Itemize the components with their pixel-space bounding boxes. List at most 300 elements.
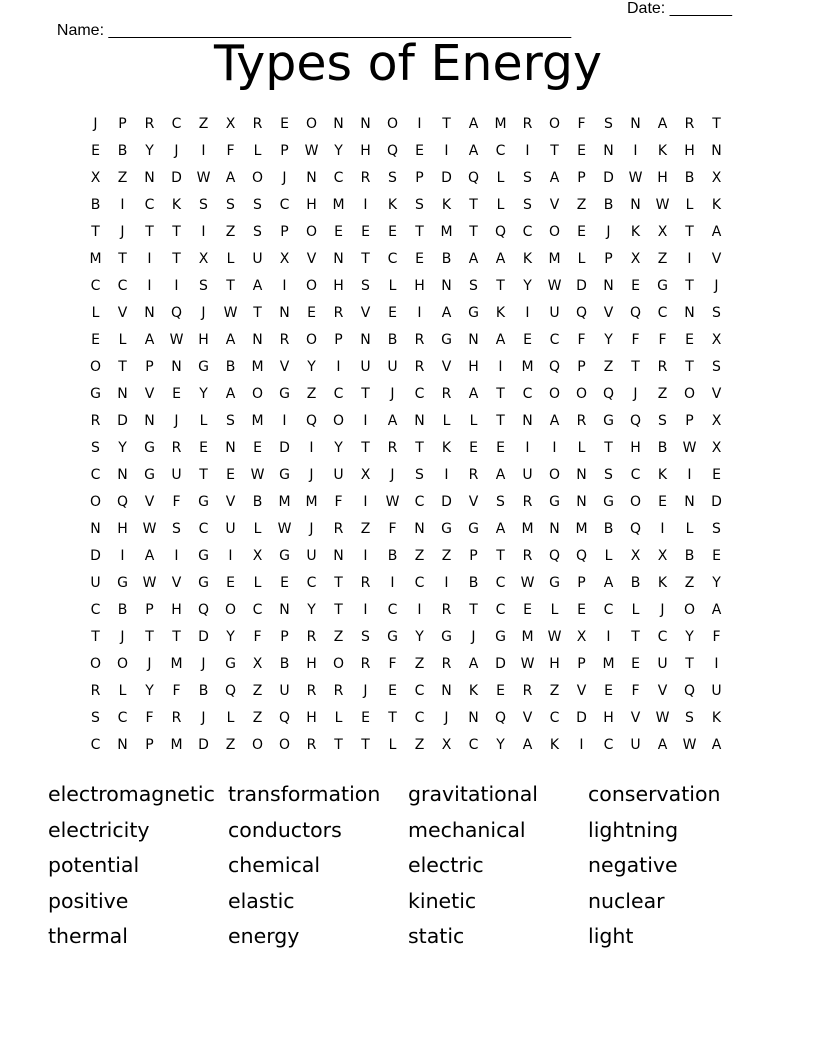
grid-letter[interactable]: O [683, 386, 696, 402]
grid-letter[interactable]: V [576, 683, 587, 699]
grid-letter[interactable]: L [469, 413, 478, 429]
grid-letter[interactable]: O [548, 224, 561, 240]
grid-letter[interactable]: E [577, 602, 586, 618]
grid-letter[interactable]: U [549, 305, 560, 321]
grid-letter[interactable]: I [201, 143, 206, 159]
grid-letter[interactable]: T [145, 629, 154, 645]
grid-letter[interactable]: F [631, 332, 640, 348]
grid-letter[interactable]: F [253, 629, 262, 645]
grid-letter[interactable]: H [603, 710, 614, 726]
grid-letter[interactable]: V [225, 494, 236, 510]
grid-letter[interactable]: T [604, 440, 613, 456]
grid-letter[interactable]: H [171, 602, 182, 618]
grid-letter[interactable]: O [575, 386, 588, 402]
grid-letter[interactable]: B [225, 359, 236, 375]
grid-letter[interactable]: I [147, 278, 152, 294]
grid-letter[interactable]: I [714, 656, 719, 672]
grid-letter[interactable]: R [252, 116, 263, 132]
grid-letter[interactable]: I [336, 359, 341, 375]
grid-letter[interactable]: T [334, 575, 343, 591]
grid-letter[interactable]: P [145, 737, 154, 753]
grid-letter[interactable]: I [201, 224, 206, 240]
grid-letter[interactable]: S [469, 278, 478, 294]
grid-letter[interactable]: G [549, 575, 560, 591]
grid-letter[interactable]: B [603, 521, 614, 537]
grid-letter[interactable]: X [711, 440, 722, 456]
grid-letter[interactable]: Z [657, 251, 668, 267]
grid-letter[interactable]: E [307, 305, 316, 321]
grid-letter[interactable]: R [684, 116, 695, 132]
grid-letter[interactable]: C [144, 197, 155, 213]
grid-letter[interactable]: Q [548, 359, 561, 375]
grid-letter[interactable]: U [387, 359, 398, 375]
grid-letter[interactable]: F [631, 683, 640, 699]
grid-letter[interactable]: J [444, 710, 449, 726]
grid-letter[interactable]: G [144, 467, 155, 483]
grid-letter[interactable]: N [630, 197, 641, 213]
grid-letter[interactable]: Z [360, 521, 371, 537]
grid-letter[interactable]: Y [334, 440, 343, 456]
grid-letter[interactable]: B [441, 251, 452, 267]
grid-letter[interactable]: K [441, 197, 452, 213]
grid-letter[interactable]: I [363, 197, 368, 213]
grid-letter[interactable]: T [631, 629, 640, 645]
grid-letter[interactable]: J [633, 386, 638, 402]
grid-letter[interactable]: N [603, 278, 614, 294]
grid-letter[interactable]: B [117, 602, 128, 618]
grid-letter[interactable]: G [225, 656, 236, 672]
grid-letter[interactable]: A [441, 305, 452, 321]
grid-letter[interactable]: E [577, 224, 586, 240]
grid-letter[interactable]: K [711, 710, 722, 726]
grid-letter[interactable]: G [198, 494, 209, 510]
grid-letter[interactable]: W [196, 170, 211, 186]
grid-letter[interactable]: V [549, 197, 560, 213]
grid-letter[interactable]: O [278, 737, 291, 753]
grid-letter[interactable]: O [89, 656, 102, 672]
grid-letter[interactable]: W [520, 656, 535, 672]
grid-letter[interactable]: A [468, 386, 479, 402]
grid-letter[interactable]: N [603, 143, 614, 159]
grid-letter[interactable]: D [576, 278, 587, 294]
grid-letter[interactable]: E [199, 440, 208, 456]
grid-letter[interactable]: A [144, 548, 155, 564]
grid-letter[interactable]: O [251, 170, 264, 186]
grid-letter[interactable]: O [629, 494, 642, 510]
grid-letter[interactable]: V [171, 575, 182, 591]
grid-letter[interactable]: T [361, 251, 370, 267]
grid-letter[interactable]: G [279, 386, 290, 402]
grid-letter[interactable]: C [333, 170, 344, 186]
grid-letter[interactable]: P [415, 170, 424, 186]
grid-letter[interactable]: E [280, 116, 289, 132]
grid-letter[interactable]: S [712, 359, 721, 375]
grid-letter[interactable]: R [522, 494, 533, 510]
grid-letter[interactable]: L [253, 575, 262, 591]
grid-letter[interactable]: J [309, 521, 314, 537]
grid-letter[interactable]: S [685, 710, 694, 726]
grid-letter[interactable]: N [414, 521, 425, 537]
grid-letter[interactable]: N [117, 467, 128, 483]
grid-letter[interactable]: R [333, 521, 344, 537]
grid-letter[interactable]: X [630, 251, 641, 267]
grid-letter[interactable]: C [90, 737, 101, 753]
grid-letter[interactable]: Z [684, 575, 695, 591]
grid-letter[interactable]: S [361, 278, 370, 294]
grid-letter[interactable]: C [387, 251, 398, 267]
grid-letter[interactable]: Q [494, 224, 507, 240]
grid-letter[interactable]: G [279, 548, 290, 564]
grid-letter[interactable]: O [332, 413, 345, 429]
grid-letter[interactable]: R [522, 116, 533, 132]
grid-letter[interactable]: T [388, 710, 397, 726]
grid-letter[interactable]: N [414, 413, 425, 429]
grid-letter[interactable]: I [147, 251, 152, 267]
grid-letter[interactable]: C [90, 467, 101, 483]
grid-letter[interactable]: X [657, 548, 668, 564]
grid-letter[interactable]: N [90, 521, 101, 537]
grid-letter[interactable]: R [171, 710, 182, 726]
grid-letter[interactable]: N [630, 116, 641, 132]
grid-letter[interactable]: E [226, 467, 235, 483]
grid-letter[interactable]: S [226, 413, 235, 429]
grid-letter[interactable]: A [711, 224, 722, 240]
grid-letter[interactable]: P [577, 656, 586, 672]
grid-letter[interactable]: Z [225, 737, 236, 753]
grid-letter[interactable]: N [549, 521, 560, 537]
grid-letter[interactable]: S [226, 197, 235, 213]
grid-letter[interactable]: T [496, 386, 505, 402]
grid-letter[interactable]: A [144, 332, 155, 348]
grid-letter[interactable]: N [333, 251, 344, 267]
grid-letter[interactable]: Z [198, 116, 209, 132]
grid-letter[interactable]: I [363, 494, 368, 510]
grid-letter[interactable]: Y [226, 629, 235, 645]
grid-letter[interactable]: F [226, 143, 235, 159]
grid-letter[interactable]: L [496, 197, 505, 213]
grid-letter[interactable]: J [282, 170, 287, 186]
grid-letter[interactable]: E [577, 143, 586, 159]
grid-letter[interactable]: G [603, 413, 614, 429]
grid-letter[interactable]: P [469, 548, 478, 564]
grid-letter[interactable]: S [361, 629, 370, 645]
grid-letter[interactable]: K [387, 197, 398, 213]
grid-letter[interactable]: J [174, 413, 179, 429]
grid-letter[interactable]: D [711, 494, 722, 510]
grid-letter[interactable]: T [469, 224, 478, 240]
grid-letter[interactable]: U [225, 521, 236, 537]
grid-letter[interactable]: B [279, 656, 290, 672]
grid-letter[interactable]: Y [712, 575, 721, 591]
grid-letter[interactable]: P [334, 332, 343, 348]
grid-letter[interactable]: N [117, 386, 128, 402]
grid-letter[interactable]: C [495, 602, 506, 618]
grid-letter[interactable]: G [549, 494, 560, 510]
grid-letter[interactable]: G [441, 521, 452, 537]
grid-letter[interactable]: R [522, 548, 533, 564]
grid-letter[interactable]: V [360, 305, 371, 321]
grid-letter[interactable]: F [712, 629, 721, 645]
grid-letter[interactable]: Z [306, 386, 317, 402]
grid-letter[interactable]: I [174, 278, 179, 294]
grid-letter[interactable]: W [385, 494, 400, 510]
grid-letter[interactable]: S [199, 197, 208, 213]
grid-letter[interactable]: T [415, 224, 424, 240]
grid-letter[interactable]: Z [549, 683, 560, 699]
grid-letter[interactable]: W [628, 170, 643, 186]
grid-letter[interactable]: M [575, 521, 588, 537]
grid-letter[interactable]: I [498, 359, 503, 375]
grid-letter[interactable]: H [414, 278, 425, 294]
grid-letter[interactable]: N [468, 710, 479, 726]
grid-letter[interactable]: N [144, 413, 155, 429]
grid-letter[interactable]: N [441, 278, 452, 294]
grid-letter[interactable]: K [657, 143, 668, 159]
grid-letter[interactable]: T [226, 278, 235, 294]
grid-letter[interactable]: W [682, 737, 697, 753]
grid-letter[interactable]: F [172, 494, 181, 510]
grid-letter[interactable]: E [280, 575, 289, 591]
grid-letter[interactable]: R [333, 683, 344, 699]
grid-letter[interactable]: I [282, 413, 287, 429]
grid-letter[interactable]: V [279, 359, 290, 375]
grid-letter[interactable]: L [226, 710, 235, 726]
grid-letter[interactable]: T [550, 143, 559, 159]
grid-letter[interactable]: N [360, 332, 371, 348]
grid-letter[interactable]: N [144, 170, 155, 186]
grid-letter[interactable]: J [309, 467, 314, 483]
grid-letter[interactable]: S [712, 521, 721, 537]
grid-letter[interactable]: R [441, 386, 452, 402]
grid-letter[interactable]: I [525, 305, 530, 321]
grid-letter[interactable]: X [90, 170, 101, 186]
grid-letter[interactable]: P [280, 224, 289, 240]
grid-letter[interactable]: F [145, 710, 154, 726]
grid-letter[interactable]: E [469, 440, 478, 456]
grid-letter[interactable]: E [91, 332, 100, 348]
grid-letter[interactable]: M [521, 521, 534, 537]
grid-letter[interactable]: D [441, 170, 452, 186]
grid-letter[interactable]: A [495, 332, 506, 348]
grid-letter[interactable]: V [522, 710, 533, 726]
grid-letter[interactable]: T [361, 737, 370, 753]
grid-letter[interactable]: L [199, 413, 208, 429]
grid-letter[interactable]: E [523, 602, 532, 618]
grid-letter[interactable]: H [333, 278, 344, 294]
grid-letter[interactable]: M [521, 359, 534, 375]
grid-letter[interactable]: I [606, 629, 611, 645]
grid-letter[interactable]: E [388, 224, 397, 240]
grid-letter[interactable]: E [226, 575, 235, 591]
date-field[interactable]: Date: _______ [627, 0, 732, 17]
grid-letter[interactable]: W [520, 575, 535, 591]
grid-letter[interactable]: T [334, 737, 343, 753]
grid-letter[interactable]: P [577, 575, 586, 591]
grid-letter[interactable]: A [468, 656, 479, 672]
grid-letter[interactable]: J [390, 467, 395, 483]
grid-letter[interactable]: U [171, 467, 182, 483]
grid-letter[interactable]: H [306, 197, 317, 213]
grid-letter[interactable]: O [386, 116, 399, 132]
grid-letter[interactable]: P [280, 629, 289, 645]
grid-letter[interactable]: N [468, 332, 479, 348]
grid-letter[interactable]: P [280, 143, 289, 159]
grid-letter[interactable]: S [388, 170, 397, 186]
grid-letter[interactable]: T [469, 197, 478, 213]
grid-letter[interactable]: F [388, 521, 397, 537]
grid-letter[interactable]: C [603, 737, 614, 753]
grid-letter[interactable]: A [711, 602, 722, 618]
grid-letter[interactable]: Q [629, 305, 642, 321]
grid-letter[interactable]: R [360, 170, 371, 186]
grid-letter[interactable]: W [547, 629, 562, 645]
grid-letter[interactable]: T [361, 386, 370, 402]
grid-letter[interactable]: W [277, 521, 292, 537]
grid-letter[interactable]: R [360, 656, 371, 672]
grid-letter[interactable]: H [306, 656, 317, 672]
grid-letter[interactable]: A [603, 575, 614, 591]
grid-letter[interactable]: Q [305, 413, 318, 429]
grid-letter[interactable]: L [91, 305, 100, 321]
grid-letter[interactable]: N [225, 440, 236, 456]
grid-letter[interactable]: Q [629, 521, 642, 537]
grid-letter[interactable]: E [523, 332, 532, 348]
grid-letter[interactable]: M [89, 251, 102, 267]
grid-letter[interactable]: Q [386, 143, 399, 159]
grid-letter[interactable]: D [441, 494, 452, 510]
grid-letter[interactable]: C [414, 575, 425, 591]
grid-letter[interactable]: M [521, 629, 534, 645]
grid-letter[interactable]: C [414, 683, 425, 699]
grid-letter[interactable]: R [360, 575, 371, 591]
grid-letter[interactable]: C [522, 224, 533, 240]
grid-letter[interactable]: N [522, 413, 533, 429]
grid-letter[interactable]: B [387, 332, 398, 348]
grid-letter[interactable]: V [468, 494, 479, 510]
grid-letter[interactable]: M [332, 197, 345, 213]
grid-letter[interactable]: J [471, 629, 476, 645]
grid-letter[interactable]: A [549, 170, 560, 186]
grid-letter[interactable]: M [251, 359, 264, 375]
grid-letter[interactable]: X [630, 548, 641, 564]
grid-letter[interactable]: N [576, 467, 587, 483]
grid-letter[interactable]: D [603, 170, 614, 186]
grid-letter[interactable]: E [334, 224, 343, 240]
grid-letter[interactable]: T [118, 359, 127, 375]
grid-letter[interactable]: C [333, 386, 344, 402]
grid-letter[interactable]: L [604, 548, 613, 564]
grid-letter[interactable]: Y [199, 386, 208, 402]
grid-letter[interactable]: H [657, 170, 668, 186]
grid-letter[interactable]: K [468, 683, 479, 699]
grid-letter[interactable]: Z [441, 548, 452, 564]
grid-letter[interactable]: R [90, 683, 101, 699]
grid-letter[interactable]: T [712, 116, 721, 132]
grid-letter[interactable]: A [711, 737, 722, 753]
grid-letter[interactable]: F [388, 656, 397, 672]
grid-letter[interactable]: T [469, 602, 478, 618]
grid-letter[interactable]: A [495, 251, 506, 267]
grid-letter[interactable]: K [441, 440, 452, 456]
grid-letter[interactable]: I [687, 251, 692, 267]
grid-letter[interactable]: N [684, 494, 695, 510]
grid-letter[interactable]: N [333, 116, 344, 132]
grid-letter[interactable]: M [170, 656, 183, 672]
grid-letter[interactable]: S [523, 170, 532, 186]
grid-letter[interactable]: U [360, 359, 371, 375]
grid-letter[interactable]: G [468, 305, 479, 321]
grid-letter[interactable]: A [225, 170, 236, 186]
grid-letter[interactable]: I [417, 116, 422, 132]
grid-letter[interactable]: B [468, 575, 479, 591]
grid-letter[interactable]: L [577, 440, 586, 456]
grid-letter[interactable]: C [90, 602, 101, 618]
grid-letter[interactable]: X [279, 251, 290, 267]
grid-letter[interactable]: J [363, 683, 368, 699]
grid-letter[interactable]: U [90, 575, 101, 591]
grid-letter[interactable]: A [225, 332, 236, 348]
grid-letter[interactable]: N [360, 116, 371, 132]
grid-letter[interactable]: D [495, 656, 506, 672]
grid-letter[interactable]: E [496, 440, 505, 456]
grid-letter[interactable]: Z [414, 737, 425, 753]
grid-letter[interactable]: L [388, 737, 397, 753]
grid-letter[interactable]: L [442, 413, 451, 429]
grid-letter[interactable]: L [253, 143, 262, 159]
grid-letter[interactable]: U [657, 656, 668, 672]
grid-letter[interactable]: X [441, 737, 452, 753]
grid-letter[interactable]: D [90, 548, 101, 564]
grid-letter[interactable]: P [145, 602, 154, 618]
grid-letter[interactable]: S [199, 278, 208, 294]
grid-letter[interactable]: E [361, 224, 370, 240]
grid-letter[interactable]: I [444, 143, 449, 159]
grid-letter[interactable]: E [604, 683, 613, 699]
grid-letter[interactable]: Q [683, 683, 696, 699]
grid-letter[interactable]: C [387, 602, 398, 618]
grid-letter[interactable]: Z [225, 224, 236, 240]
grid-letter[interactable]: N [252, 332, 263, 348]
grid-letter[interactable]: T [685, 359, 694, 375]
grid-letter[interactable]: T [199, 467, 208, 483]
grid-letter[interactable]: E [388, 305, 397, 321]
grid-letter[interactable]: G [441, 332, 452, 348]
grid-letter[interactable]: G [279, 467, 290, 483]
grid-letter[interactable]: T [172, 629, 181, 645]
grid-letter[interactable]: G [603, 494, 614, 510]
grid-letter[interactable]: G [387, 629, 398, 645]
grid-letter[interactable]: R [306, 629, 317, 645]
grid-letter[interactable]: A [252, 278, 263, 294]
grid-letter[interactable]: S [523, 197, 532, 213]
grid-letter[interactable]: D [279, 440, 290, 456]
grid-letter[interactable]: M [170, 737, 183, 753]
grid-letter[interactable]: T [334, 602, 343, 618]
grid-letter[interactable]: J [147, 656, 152, 672]
grid-letter[interactable]: E [415, 251, 424, 267]
grid-letter[interactable]: D [198, 629, 209, 645]
grid-letter[interactable]: B [684, 170, 695, 186]
grid-letter[interactable]: T [91, 629, 100, 645]
grid-letter[interactable]: G [468, 521, 479, 537]
grid-letter[interactable]: U [306, 548, 317, 564]
grid-letter[interactable]: G [441, 629, 452, 645]
grid-letter[interactable]: I [363, 602, 368, 618]
grid-letter[interactable]: D [576, 710, 587, 726]
grid-letter[interactable]: B [387, 548, 398, 564]
grid-letter[interactable]: T [496, 278, 505, 294]
grid-letter[interactable]: B [657, 440, 668, 456]
